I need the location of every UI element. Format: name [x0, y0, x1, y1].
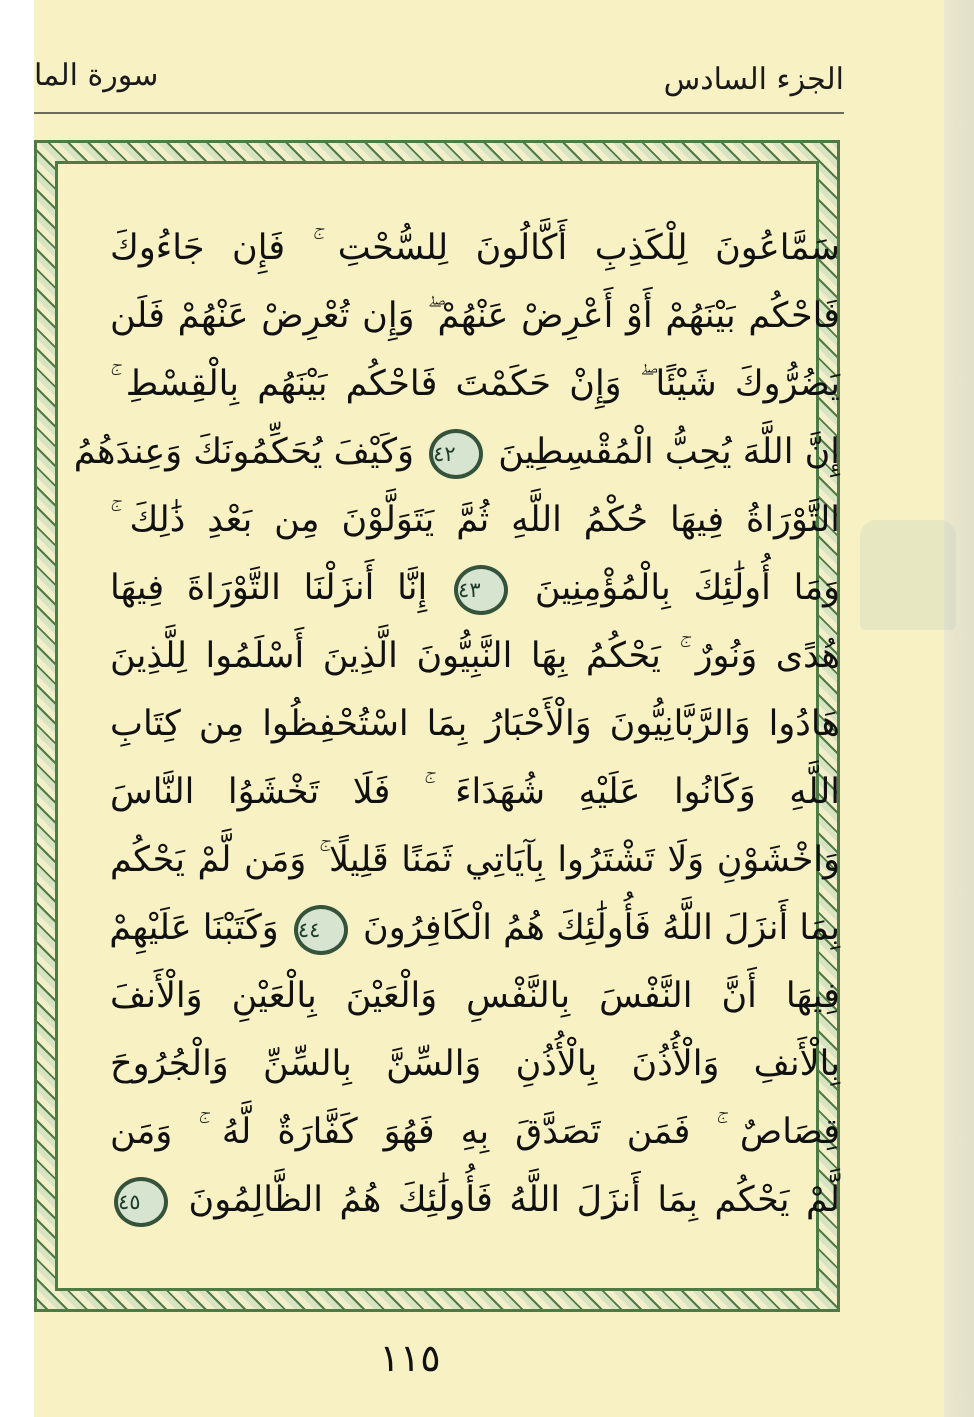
verse-line: [110, 758, 840, 826]
verse-text: وَكَتَبْنَا عَلَيْهِمْ: [109, 908, 279, 948]
page-border-frame: [34, 140, 840, 1312]
verse-line: [110, 554, 840, 622]
header-divider: [34, 112, 844, 114]
verse-text: فِيهَا أَنَّ النَّفْسَ بِالنَّفْسِ وَالْعَيْنَ بِالْعَيْنِ وَالْأَنفَ: [110, 976, 840, 1016]
verse-text: يَضُرُّوكَ شَيْئًا ۖ وَإِنْ حَكَمْتَ فَاحْكُم بَيْنَهُم بِالْقِسْطِ ۚ: [110, 364, 840, 404]
verse-line: [110, 962, 840, 1030]
verse-text: إِنَّا أَنزَلْنَا التَّوْرَاةَ فِيهَا: [110, 568, 428, 608]
verse-line: [110, 826, 840, 894]
verse-line: [110, 894, 840, 962]
verse-line: [110, 486, 840, 554]
page-number: ١١٥: [379, 1336, 441, 1380]
verse-line: [110, 622, 840, 690]
verse-text: وَمَا أُولَٰئِكَ بِالْمُؤْمِنِينَ: [534, 568, 840, 608]
verse-text: بِمَا أَنزَلَ اللَّهُ فَأُولَٰئِكَ هُمُ الْكَافِرُونَ: [362, 908, 840, 948]
juz-title: الجزء السادس: [663, 62, 844, 97]
ayah-number-marker: ٤٥: [114, 1177, 168, 1227]
verse-text: قِصَاصٌ ۚ فَمَن تَصَدَّقَ بِهِ فَهُوَ كَفَّارَةٌ لَّهُ ۚ وَمَن: [110, 1112, 840, 1152]
verse-line: [110, 690, 840, 758]
verse-line: [110, 1098, 840, 1166]
verse-line: [110, 350, 840, 418]
text-panel: [55, 161, 840, 1291]
surah-title: سورة الما: [34, 58, 159, 93]
verse-text: فَاحْكُم بَيْنَهُمْ أَوْ أَعْرِضْ عَنْهُمْ ۖ وَإِن تُعْرِضْ عَنْهُمْ فَلَن: [110, 296, 840, 336]
verse-text: وَكَيْفَ يُحَكِّمُونَكَ وَعِندَهُمُ: [73, 432, 414, 472]
verse-text: هَادُوا وَالرَّبَّانِيُّونَ وَالْأَحْبَارُ بِمَا اسْتُحْفِظُوا مِن كِتَابِ: [110, 704, 840, 744]
verse-text: هُدًى وَنُورٌ ۚ يَحْكُمُ بِهَا النَّبِيُّونَ الَّذِينَ أَسْلَمُوا لِلَّذِينَ: [110, 636, 840, 676]
page-edge-left: [0, 0, 34, 1417]
background-ornament-icon: [860, 520, 956, 630]
ayah-number-marker: ٤٤: [294, 905, 348, 955]
verse-text: اللَّهِ وَكَانُوا عَلَيْهِ شُهَدَاءَ ۚ فَلَا تَخْشَوُا النَّاسَ: [110, 772, 840, 812]
verse-text: وَاخْشَوْنِ وَلَا تَشْتَرُوا بِآيَاتِي ثَمَنًا قَلِيلًا ۚ وَمَن لَّمْ يَحْكُم: [110, 840, 840, 880]
page-edge-right: [944, 0, 974, 1417]
verse-line: [110, 282, 840, 350]
verse-text: سَمَّاعُونَ لِلْكَذِبِ أَكَّالُونَ لِلسُّحْتِ ۚ فَإِن جَاءُوكَ: [110, 228, 840, 268]
verse-line: [110, 1166, 840, 1234]
verse-line: [73, 418, 840, 486]
verse-line: [110, 1030, 840, 1098]
verse-text: التَّوْرَاةُ فِيهَا حُكْمُ اللَّهِ ثُمَّ يَتَوَلَّوْنَ مِن بَعْدِ ذَٰلِكَ ۚ: [110, 500, 840, 540]
verse-text: لَّمْ يَحْكُم بِمَا أَنزَلَ اللَّهُ فَأُولَٰئِكَ هُمُ الظَّالِمُونَ: [188, 1180, 840, 1220]
ayah-number-marker: ٤٣: [454, 565, 508, 615]
verse-text: إِنَّ اللَّهَ يُحِبُّ الْمُقْسِطِينَ: [498, 432, 840, 472]
verse-line: [110, 214, 840, 282]
verse-text-area: [73, 214, 840, 1302]
ayah-number-marker: ٤٢: [429, 429, 483, 479]
verse-text: بِالْأَنفِ وَالْأُذُنَ بِالْأُذُنِ وَالسِّنَّ بِالسِّنِّ وَالْجُرُوحَ: [110, 1044, 840, 1084]
